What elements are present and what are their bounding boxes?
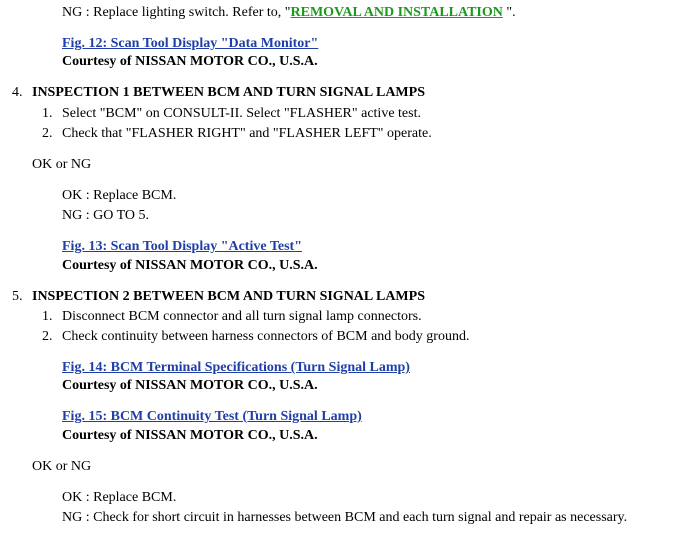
step-5-ng-result: NG : Check for short circuit in harnesses between BCM and each turn signal and repair as necessary.: [62, 510, 628, 525]
fig-12-courtesy: Courtesy of NISSAN MOTOR CO., U.S.A.: [62, 54, 318, 69]
removal-installation-link[interactable]: REMOVAL AND INSTALLATION: [290, 5, 503, 20]
step-4-item-2-text: Check that "FLASHER RIGHT" and "FLASHER LEFT" operate.: [62, 126, 432, 141]
fig-12-link[interactable]: Fig. 12: Scan Tool Display "Data Monitor": [62, 36, 319, 51]
fig-14-link[interactable]: Fig. 14: BCM Terminal Specifications (Turn Signal Lamp): [62, 360, 410, 375]
step-4-ok-result: OK : Replace BCM.: [62, 188, 177, 203]
fig-13-link[interactable]: Fig. 13: Scan Tool Display "Active Test": [62, 239, 302, 254]
fig-15-link[interactable]: Fig. 15: BCM Continuity Test (Turn Signal Lamp): [62, 409, 362, 424]
step-4-ng-result: NG : GO TO 5.: [62, 208, 149, 223]
ng-result-text: NG : Replace lighting switch. Refer to, ": [62, 5, 291, 20]
step-5-ok-result: OK : Replace BCM.: [62, 490, 177, 505]
step-5-ok-or-ng: OK or NG: [32, 459, 92, 474]
ng-result-line: [62, 4, 516, 22]
step-5-item-2-number: 2.: [42, 329, 53, 344]
step-5-number: 5.: [12, 289, 23, 304]
step-5-item-1-number: 1.: [42, 309, 53, 324]
fig-15-courtesy: Courtesy of NISSAN MOTOR CO., U.S.A.: [62, 428, 318, 443]
step-5-title: INSPECTION 2 BETWEEN BCM AND TURN SIGNAL LAMPS: [32, 289, 425, 304]
step-4-title: INSPECTION 1 BETWEEN BCM AND TURN SIGNAL LAMPS: [32, 85, 425, 100]
step-5-item-2-text: Check continuity between harness connectors of BCM and body ground.: [62, 329, 470, 344]
step-5-item-1-text: Disconnect BCM connector and all turn signal lamp connectors.: [62, 309, 422, 324]
step-4-number: 4.: [12, 85, 23, 100]
step-4-ok-or-ng: OK or NG: [32, 157, 92, 172]
fig-14-courtesy: Courtesy of NISSAN MOTOR CO., U.S.A.: [62, 378, 318, 393]
step-4-item-2-number: 2.: [42, 126, 53, 141]
step-4-item-1-number: 1.: [42, 106, 53, 121]
ng-result-suffix: ".: [502, 5, 516, 20]
fig-13-courtesy: Courtesy of NISSAN MOTOR CO., U.S.A.: [62, 258, 318, 273]
step-4-item-1-text: Select "BCM" on CONSULT-II. Select "FLASHER" active test.: [62, 106, 421, 121]
